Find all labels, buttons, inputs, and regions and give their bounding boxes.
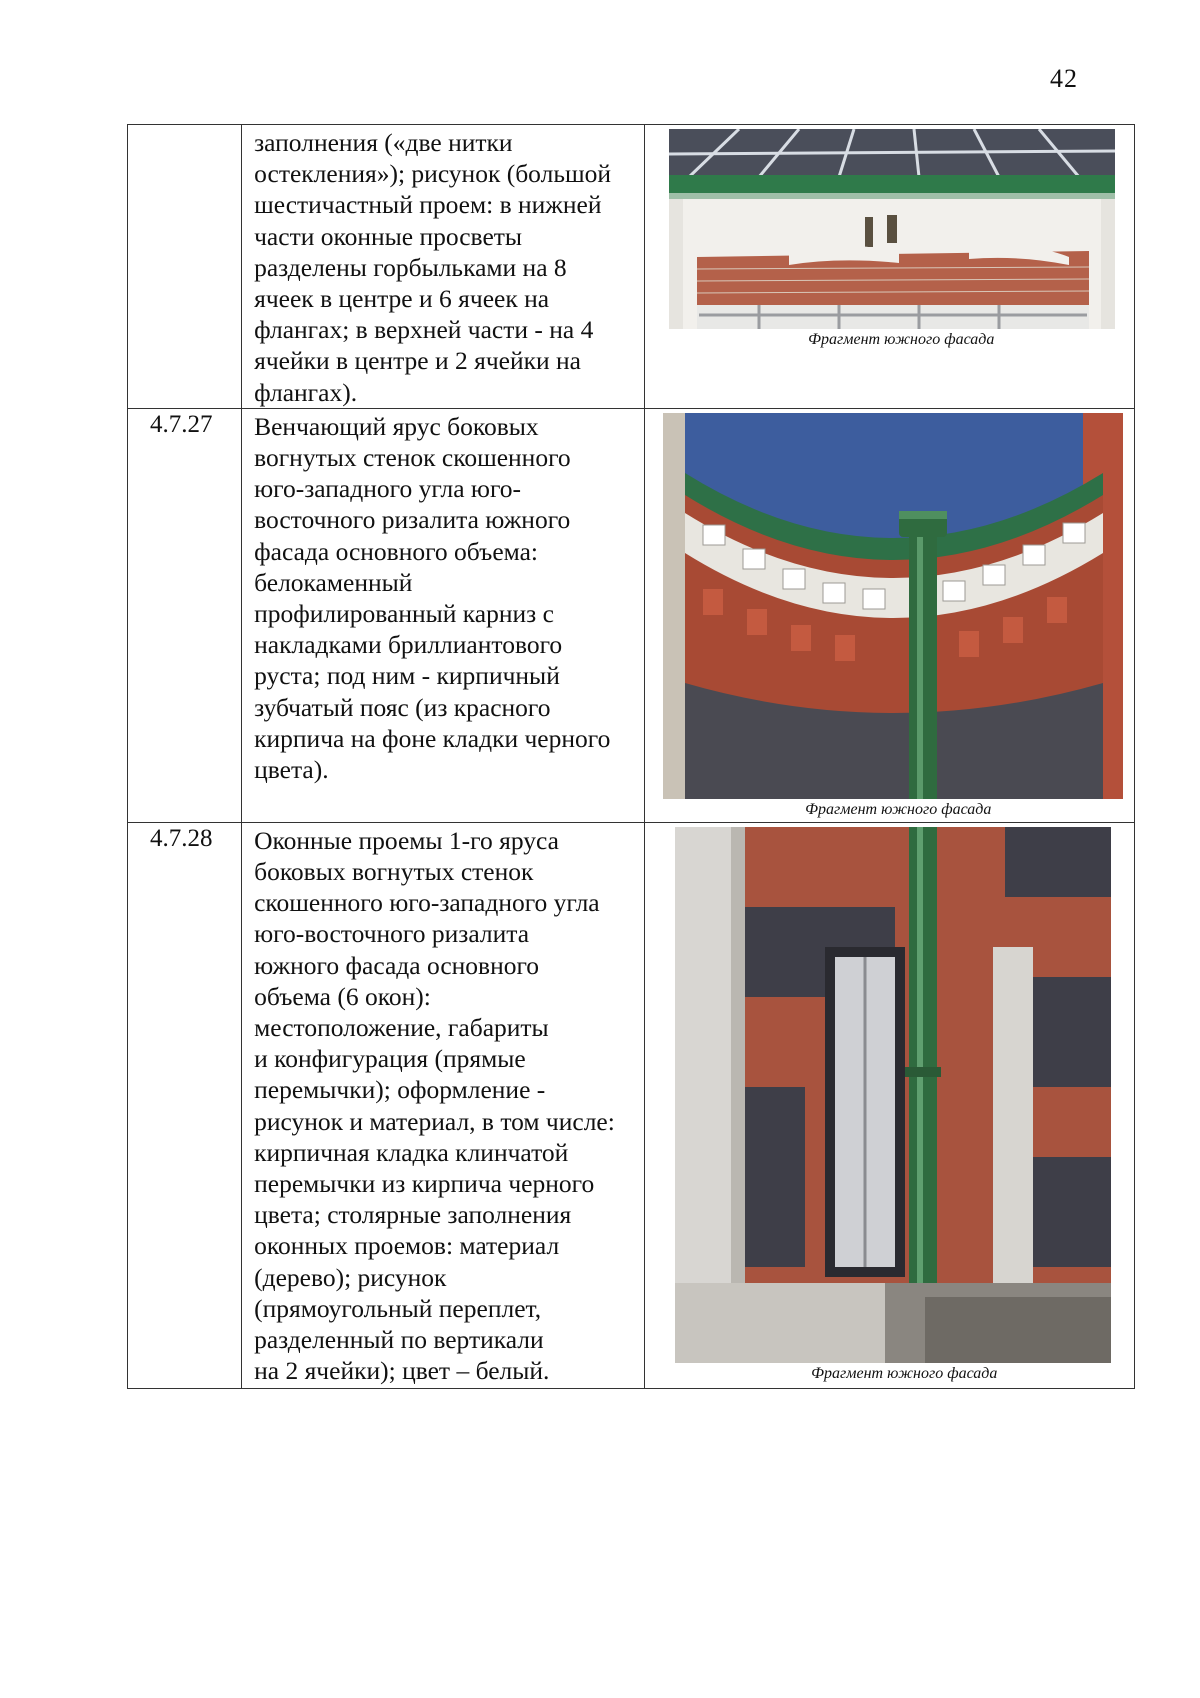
row-description: Венчающий ярус боковых вогнутых стенок скошенного юго-западного угла юго- восточного ризалита южного фасада основного объема: белокаменный профилированный карниз с накладками бриллиантового руста; под ним - кирпичный зубчатый пояс (из красного кирпича на фоне кладки черного цвета). bbox=[254, 411, 611, 785]
row-photo-cell bbox=[644, 125, 1135, 409]
table-row bbox=[128, 822, 1135, 1388]
page-number: 42 bbox=[1050, 64, 1078, 93]
row-description: заполнения («две нитки остекления»); рисунок (большой шестичастный проем: в нижней части оконные просветы разделены горбыльками на 8 ячеек в центре и 6 ячеек на флангах; в верхней части - на 4 ячейки в центре и 2 ячейки на флангах). bbox=[254, 128, 611, 407]
window-openings-photo bbox=[675, 827, 1111, 1363]
heritage-elements-table bbox=[127, 124, 1135, 1389]
row-description: Оконные проемы 1-го яруса боковых вогнутых стенок скошенного юго-западного угла юго-восточного ризалита южного фасада основного объема (6 окон): местоположение, габариты и конфигурация (прямые перемычки); оформление - рисунок и материал, в том числе: кирпичная кладка клинчатой перемычки из кирпича черного цвета; столярные заполнения оконных проемов: материал (дерево); рисунок (прямоугольный переплет, разделенный по вертикали на 2 ячейки); цвет – белый. bbox=[254, 825, 615, 1386]
row-photo-cell bbox=[644, 822, 1135, 1388]
cornice-photo bbox=[663, 413, 1123, 799]
photo-caption: Фрагмент южного фасада bbox=[805, 800, 992, 818]
row-description-cell bbox=[242, 408, 644, 822]
table-row bbox=[128, 408, 1135, 822]
row-description-cell bbox=[242, 822, 644, 1388]
photo-caption: Фрагмент южного фасада bbox=[811, 1364, 998, 1382]
row-photo-cell bbox=[644, 408, 1135, 822]
table-row bbox=[128, 125, 1135, 409]
row-number-cell bbox=[128, 125, 242, 409]
row-description-cell bbox=[242, 125, 644, 409]
row-number-cell: 4.7.28 bbox=[128, 822, 242, 1388]
row-number-cell: 4.7.27 bbox=[128, 408, 242, 822]
facade-window-photo bbox=[669, 129, 1115, 329]
photo-caption: Фрагмент южного фасада bbox=[808, 331, 995, 348]
